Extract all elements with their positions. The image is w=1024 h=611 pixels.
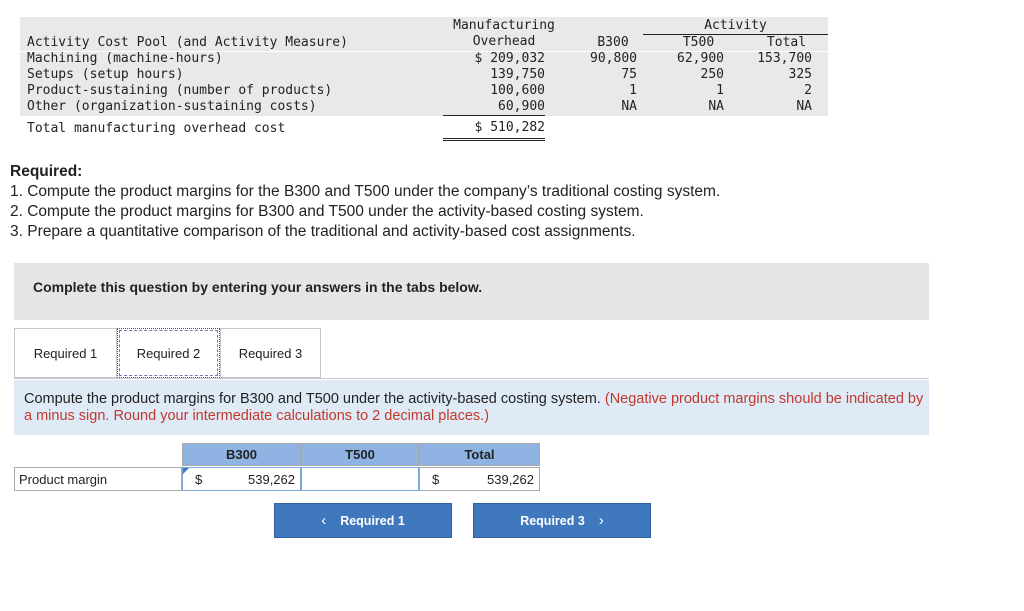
total-currency: $ — [432, 472, 440, 487]
tab-required-2[interactable]: Required 2 — [117, 328, 220, 378]
overhead-header-top: Manufacturing — [453, 18, 555, 33]
prev-button-label: Required 1 — [340, 513, 405, 528]
t500-column-header: T500 — [682, 35, 715, 50]
b300-product-sustaining: 1 — [629, 83, 637, 98]
tab-required-1[interactable]: Required 1 — [14, 328, 117, 378]
total-machining: 153,700 — [757, 51, 812, 66]
overhead-product-sustaining: 100,600 — [490, 83, 545, 98]
activity-group-header: Activity — [643, 18, 828, 35]
required-section — [10, 162, 720, 242]
total-other: NA — [796, 99, 812, 114]
product-margin-row-label — [14, 467, 182, 491]
t500-other: NA — [708, 99, 724, 114]
question-note: (Negative product margins should be indicated by a minus sign. Round your intermediate calculations to 2 decimal places.) — [24, 391, 924, 424]
b300-setups: 75 — [621, 67, 637, 82]
t500-machining: 62,900 — [677, 51, 724, 66]
total-margin-value: 539,262 — [487, 472, 534, 487]
overhead-setups: 139,750 — [490, 67, 545, 82]
b300-column-header: B300 — [597, 35, 629, 50]
total-product-margin — [419, 467, 540, 491]
overhead-header-bottom: Overhead — [472, 34, 536, 49]
total-product-sustaining: 2 — [804, 83, 812, 98]
t500-header: T500 — [301, 443, 419, 466]
chevron-right-icon: › — [598, 512, 604, 529]
t500-product-margin-input[interactable] — [301, 467, 419, 491]
answered-flag-icon — [183, 468, 189, 474]
required-heading: Required: — [10, 163, 83, 180]
pool-column-header: Activity Cost Pool (and Activity Measure) — [27, 35, 348, 50]
total-overhead-value: $ 510,282 — [443, 120, 545, 141]
tab-divider — [14, 378, 929, 379]
required-item-1: 1. Compute the product margins for the B300 and T500 under the company’s traditional costing system. — [10, 183, 721, 200]
next-required-button[interactable] — [473, 503, 651, 538]
overhead-machining: $ 209,032 — [474, 51, 545, 66]
pool-label-machining: Machining (machine-hours) — [27, 51, 223, 66]
overhead-other: 60,900 — [443, 99, 545, 116]
total-setups: 325 — [788, 67, 812, 82]
pool-label-other: Other (organization-sustaining costs) — [27, 99, 317, 114]
t500-product-sustaining: 1 — [716, 83, 724, 98]
total-overhead-label: Total manufacturing overhead cost — [27, 121, 286, 136]
total-header: Total — [419, 443, 540, 466]
required-item-3: 3. Prepare a quantitative comparison of the traditional and activity-based cost assignments. — [10, 223, 636, 240]
prev-required-button[interactable] — [274, 503, 452, 538]
required-item-2: 2. Compute the product margins for B300 and T500 under the activity-based costing system. — [10, 203, 644, 220]
banner-text: Complete this question by entering your answers in the tabs below. — [33, 279, 483, 295]
pool-label-setups: Setups (setup hours) — [27, 67, 184, 82]
chevron-left-icon: ‹ — [321, 512, 327, 529]
b300-currency: $ — [195, 472, 203, 487]
product-margin-label: Product margin — [19, 472, 108, 487]
t500-setups: 250 — [700, 67, 724, 82]
b300-machining: 90,800 — [590, 51, 637, 66]
b300-other: NA — [621, 99, 637, 114]
tab-required-3[interactable]: Required 3 — [220, 328, 321, 378]
b300-product-margin-input[interactable] — [182, 467, 301, 491]
b300-header: B300 — [182, 443, 301, 466]
total-column-header: Total — [766, 35, 807, 50]
activity-cost-table — [20, 17, 828, 136]
b300-margin-value: 539,262 — [248, 472, 295, 487]
pool-label-product-sustaining: Product-sustaining (number of products) — [27, 83, 333, 98]
next-button-label: Required 3 — [520, 513, 585, 528]
question-panel — [14, 380, 929, 435]
question-text — [24, 391, 924, 425]
question-instruction: Compute the product margins for B300 and T500 under the activity-based costing system. — [24, 391, 601, 407]
instructions-banner — [14, 263, 929, 320]
